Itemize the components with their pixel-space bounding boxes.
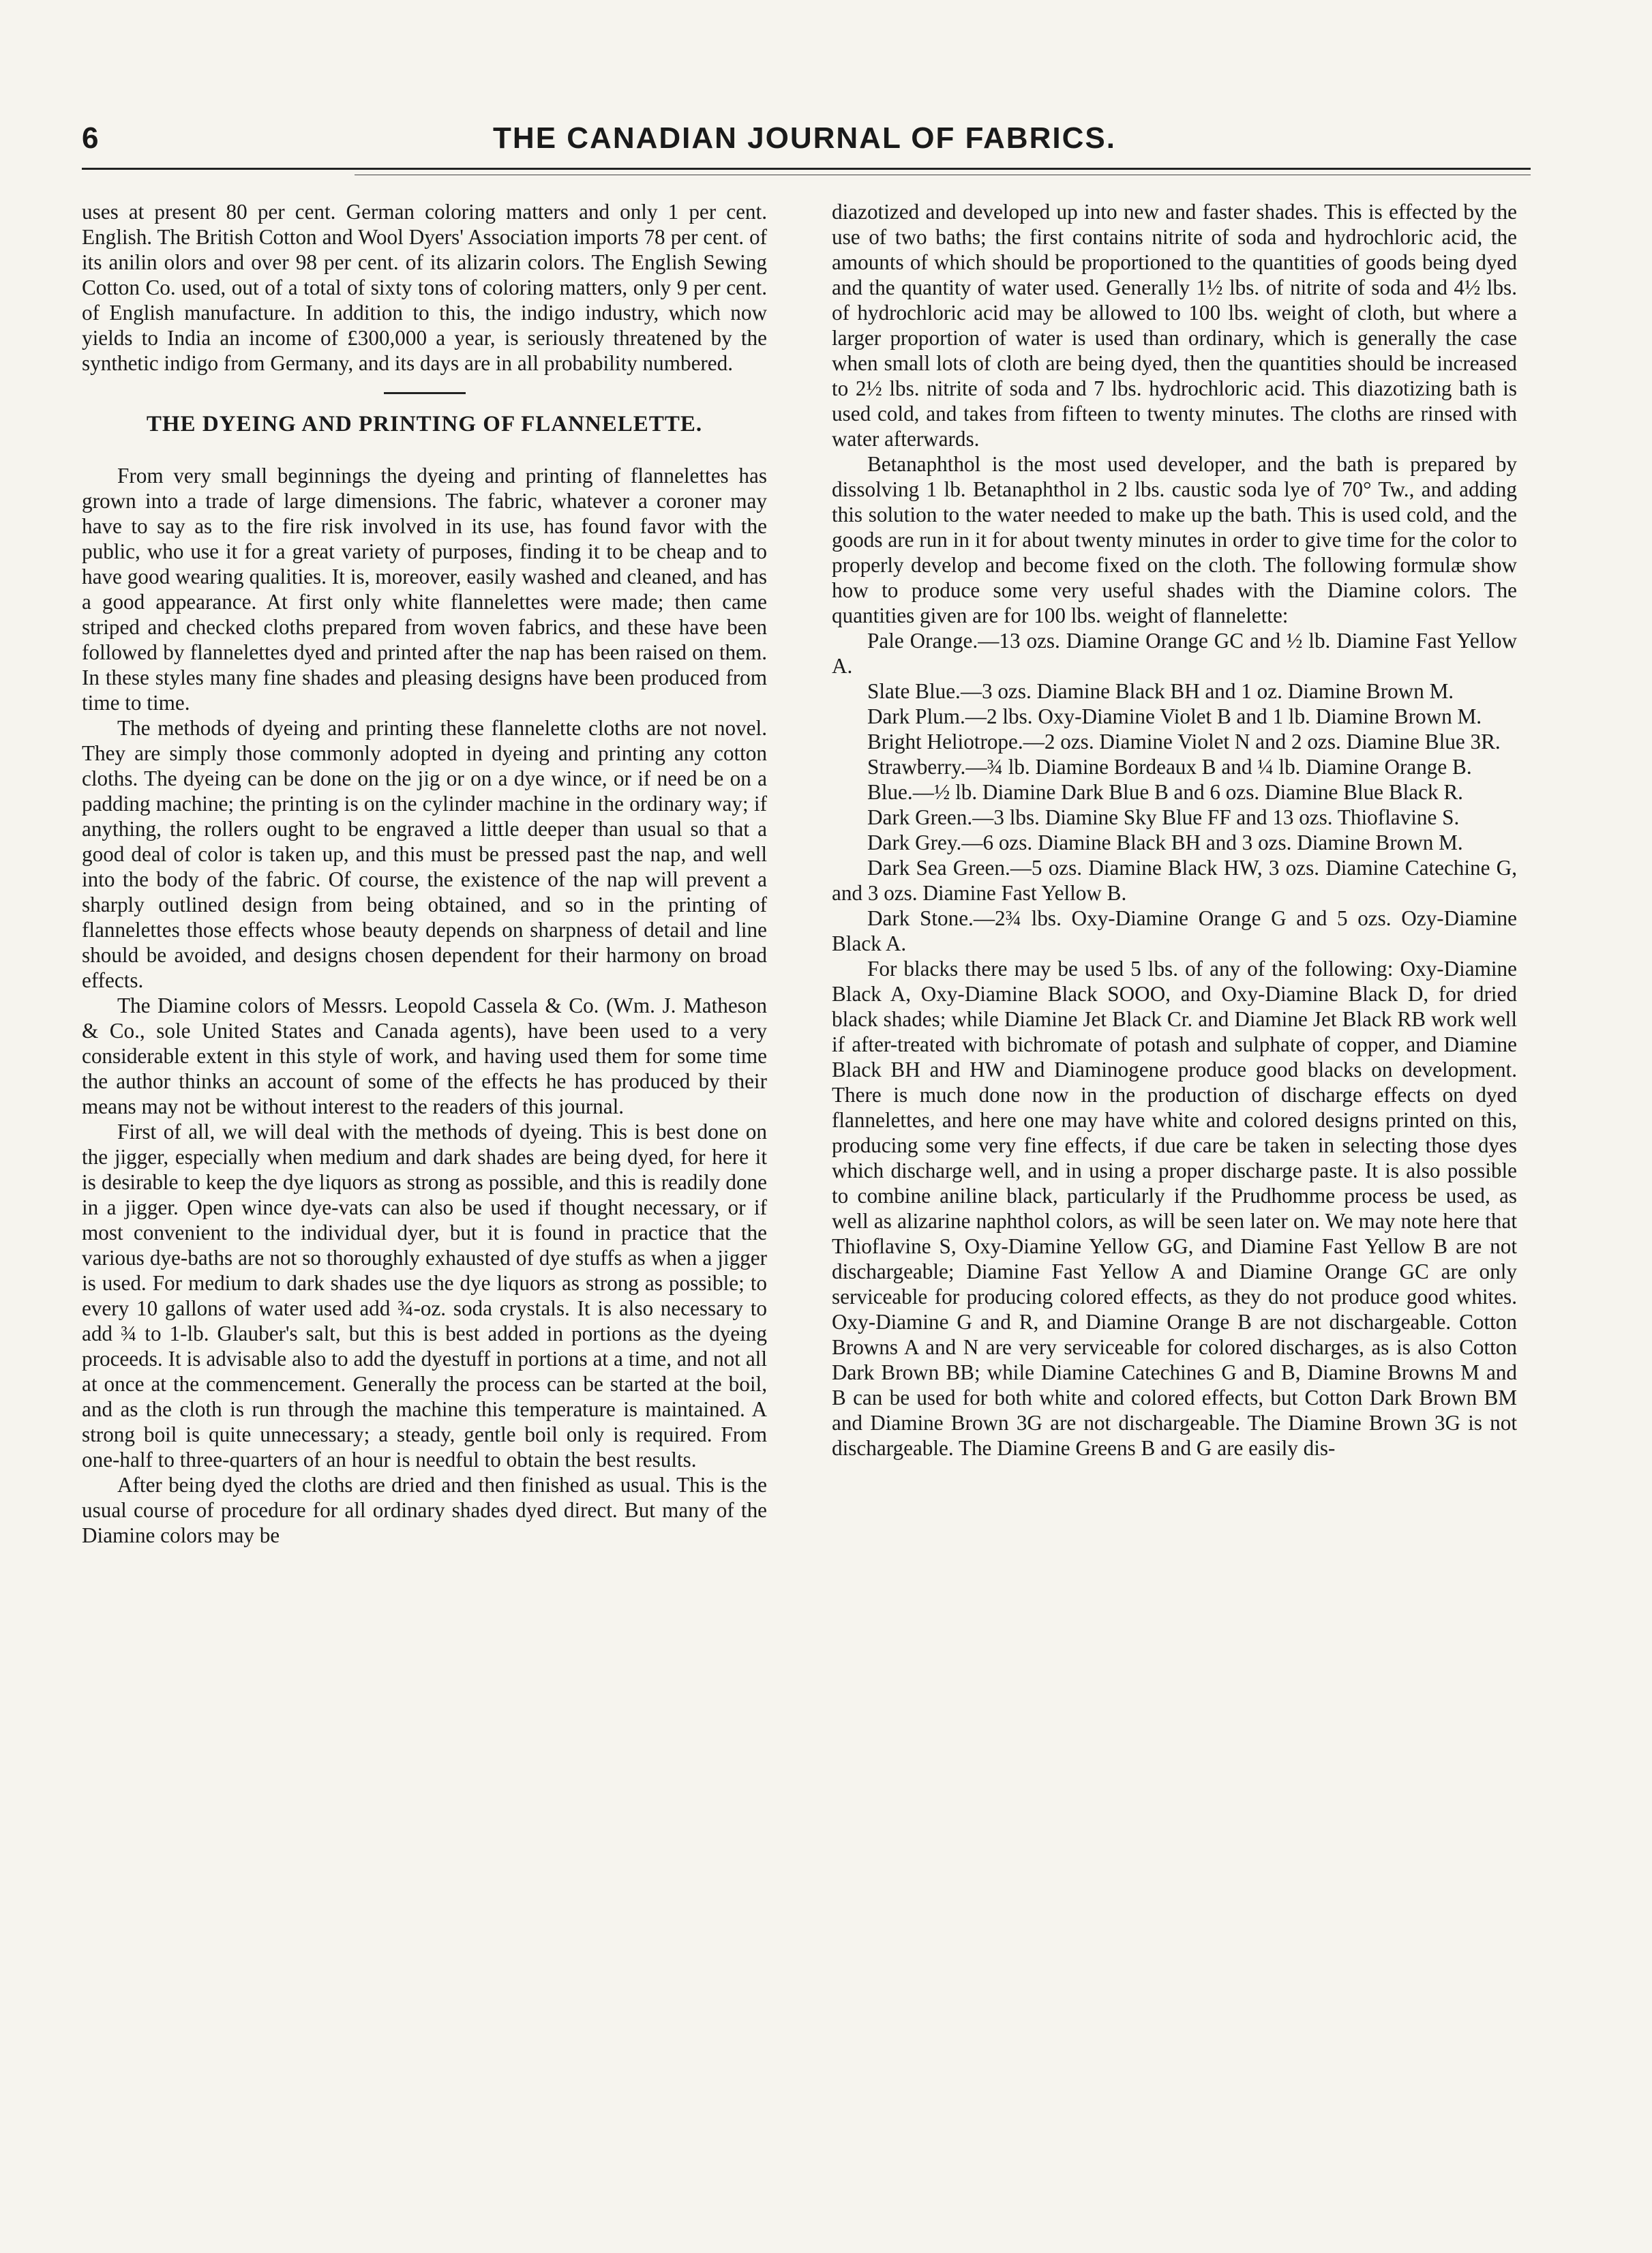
page-number: 6 (82, 121, 99, 155)
dye-formula: Dark Stone.—2¾ lbs. Oxy-Diamine Orange G and 5 ozs. Ozy-Diamine Black A. (832, 906, 1517, 955)
article-paragraph: First of all, we will deal with the methods of dyeing. This is best done on the jigger, especially when medium and dark shades are being dyed, for here it is desirable to keep the dye liquors as strong as possible, and this is readily done in a jigger. Open wince dye-vats can also be used if thought necessary, or if most convenient to the individual dyer, but it is found in practice that the various dye-baths are not so thoroughly exhausted of dye stuffs as when a jigger is used. For medium to dark shades use the dye liquors as strong as possible; to every 10 gallons of water used add ¾-oz. soda crystals. It is also necessary to add ¾ to 1-lb. Glauber's salt, but this is best added in portions as the dyeing proceeds. It is advisable also to add the dyestuff in portions at a time, and not all at once at the commencement. Generally the process can be started at the boil, and as the cloth is run through the machine this temperature is maintained. A strong boil is quite unnecessary; a steady, gentle boil only is required. From one-half to three-quarters of an hour is needful to obtain the best results. (82, 1120, 767, 1472)
article-paragraph: From very small beginnings the dyeing and printing of flannelettes has grown into a trade of large dimensions. The fabric, whatever a coroner may have to say as to the fire risk involved in its use, has found favor with the public, who use it for a great variety of purposes, finding it to be cheap and to have good wearing qualities. It is, moreover, easily washed and cleaned, and has a good appearance. At first only white flannelettes were made; then came striped and checked cloths prepared from woven fabrics, and these have been followed by flannelettes dyed and printed after the nap has been raised on them. In these styles many fine shades and pleasing designs have been produced from time to time. (82, 464, 767, 715)
article-paragraph: After being dyed the cloths are dried and then finished as usual. This is the usual course of procedure for all ordinary shades dyed direct. But many of the Diamine colors may be (82, 1473, 767, 1547)
dye-formula: Pale Orange.—13 ozs. Diamine Orange GC and ½ lb. Diamine Fast Yellow A. (832, 629, 1517, 678)
dye-formula: Bright Heliotrope.—2 ozs. Diamine Violet N and 2 ozs. Diamine Blue 3R. (867, 730, 1501, 754)
article-paragraph: The Diamine colors of Messrs. Leopold Cassela & Co. (Wm. J. Matheson & Co., sole United States and Canada agents), have been used to a very considerable extent in this style of work, and having used them for some time the author thinks an account of some of the effects he has produced by their means may not be without interest to the readers of this journal. (82, 994, 767, 1118)
article-title: THE DYEING AND PRINTING OF FLANNELETTE. (146, 412, 703, 436)
intro-paragraph: uses at present 80 per cent. German coloring matters and only 1 per cent. English. The British Cotton and Wool Dyers' Association imports 78 per cent. of its anilin olors and over 98 per cent. of its alizarin colors. The English Sewing Cotton Co. used, out of a total of sixty tons of coloring matters, only 9 per cent. of English manufacture. In addition to this, the indigo industry, which now yields to India an income of £300,000 a year, is seriously threatened by the synthetic indigo from Germany, and its days are in all probability numbered. (82, 200, 767, 375)
dye-formula: Dark Green.—3 lbs. Diamine Sky Blue FF and 13 ozs. Thioflavine S. (867, 805, 1460, 829)
dye-formula: Blue.—½ lb. Diamine Dark Blue B and 6 ozs. Diamine Blue Black R. (867, 780, 1463, 804)
page-header (82, 121, 1527, 169)
article-paragraph: The methods of dyeing and printing these flannelette cloths are not novel. They are simply those commonly adopted in dyeing and printing any cotton cloths. The dyeing can be done on the jig or on a dye wince, or if need be on a padding machine; the printing is on the cylinder machine in the ordinary way; if anything, the rollers ought to be engraved a little deeper than usual so that a good deal of color is taken up, and this must be pressed past the nap, and well into the body of the fabric. Of course, the existence of the nap will prevent a sharply outlined design from being obtained, and so in the printing of flannelettes those effects whose beauty depends on sharpness of detail and line should be avoided, and designs chosen dependent for their harmony on broad effects. (82, 716, 767, 992)
article-paragraph: For blacks there may be used 5 lbs. of any of the following: Oxy-Diamine Black A, Oxy-Diamine Black SOOO, and Oxy-Diamine Black D, for dried black shades; while Diamine Jet Black Cr. and Diamine Jet Black RB work well if after-treated with bichromate of potash and sulphate of copper, and Diamine Black BH and HW and Diaminogene produce good blacks on development. There is much done now in the production of discharge effects on dyed flannelettes, and here one may have white and colored designs printed on this, producing some very fine effects, if due care be taken in selecting those dyes which discharge well, and in using a proper discharge paste. It is also possible to combine aniline black, particularly if the Prudhomme process be used, as well as alizarine naphthol colors, as will be seen later on. We may note here that Thioflavine S, Oxy-Diamine Yellow GG, and Diamine Fast Yellow B are not dischargeable; Diamine Fast Yellow A and Diamine Orange GC are only serviceable for producing colored effects, as they do not produce good whites. Oxy-Diamine G and R, and Diamine Orange B are not dischargeable. Cotton Browns A and N are very serviceable for colored discharges, as is also Cotton Dark Brown BB; while Diamine Catechines G and B, Diamine Browns M and B can be used for both white and colored effects, but Cotton Dark Brown BM and Diamine Brown 3G are not dischargeable. The Diamine Brown 3G is not dischargeable. The Diamine Greens B and G are easily dis- (832, 957, 1517, 1460)
dye-formula: Strawberry.—¾ lb. Diamine Bordeaux B and ¼ lb. Diamine Orange B. (867, 755, 1472, 779)
article-paragraph: Betanaphthol is the most used developer, and the bath is prepared by dissolving 1 lb. Betanaphthol in 2 lbs. caustic soda lye of 70° Tw., and adding this solution to the water needed to make up the bath. This is used cold, and the goods are run in it for about twenty minutes in order to give time for the color to properly develop and become fixed on the cloth. The following formulæ show how to produce some very useful shades with the Diamine colors. The quantities given are for 100 lbs. weight of flannelette: (832, 452, 1517, 627)
header-rule (82, 168, 1531, 170)
section-divider (384, 392, 466, 394)
dye-formula: Slate Blue.—3 ozs. Diamine Black BH and 1 oz. Diamine Brown M. (867, 679, 1454, 703)
dye-formula: Dark Grey.—6 ozs. Diamine Black BH and 3 ozs. Diamine Brown M. (867, 831, 1463, 854)
right-column (832, 199, 1517, 1461)
dye-formula: Dark Sea Green.—5 ozs. Diamine Black HW, 3 ozs. Diamine Catechine G, and 3 ozs. Diamine Fast Yellow B. (832, 856, 1517, 905)
left-column (82, 199, 767, 1548)
article-paragraph: diazotized and developed up into new and faster shades. This is effected by the use of two baths; the first contains nitrite of soda and hydrochloric acid, the amounts of which should be proportioned to the quantities of goods being dyed and the quantity of water used. Generally 1½ lbs. of nitrite of soda and 4½ lbs. of hydrochloric acid may be allowed to 100 lbs. weight of cloth, but where a larger proportion of water is used than ordinary, which is generally the case when small lots of cloth are being dyed, then the quantities should be increased to 2½ lbs. nitrite of soda and 7 lbs. hydrochloric acid. This diazotizing bath is used cold, and takes from fifteen to twenty minutes. The cloths are rinsed with water afterwards. (832, 200, 1517, 451)
journal-title: THE CANADIAN JOURNAL OF FABRICS. (493, 121, 1116, 155)
dye-formula: Dark Plum.—2 lbs. Oxy-Diamine Violet B and 1 lb. Diamine Brown M. (867, 704, 1482, 728)
